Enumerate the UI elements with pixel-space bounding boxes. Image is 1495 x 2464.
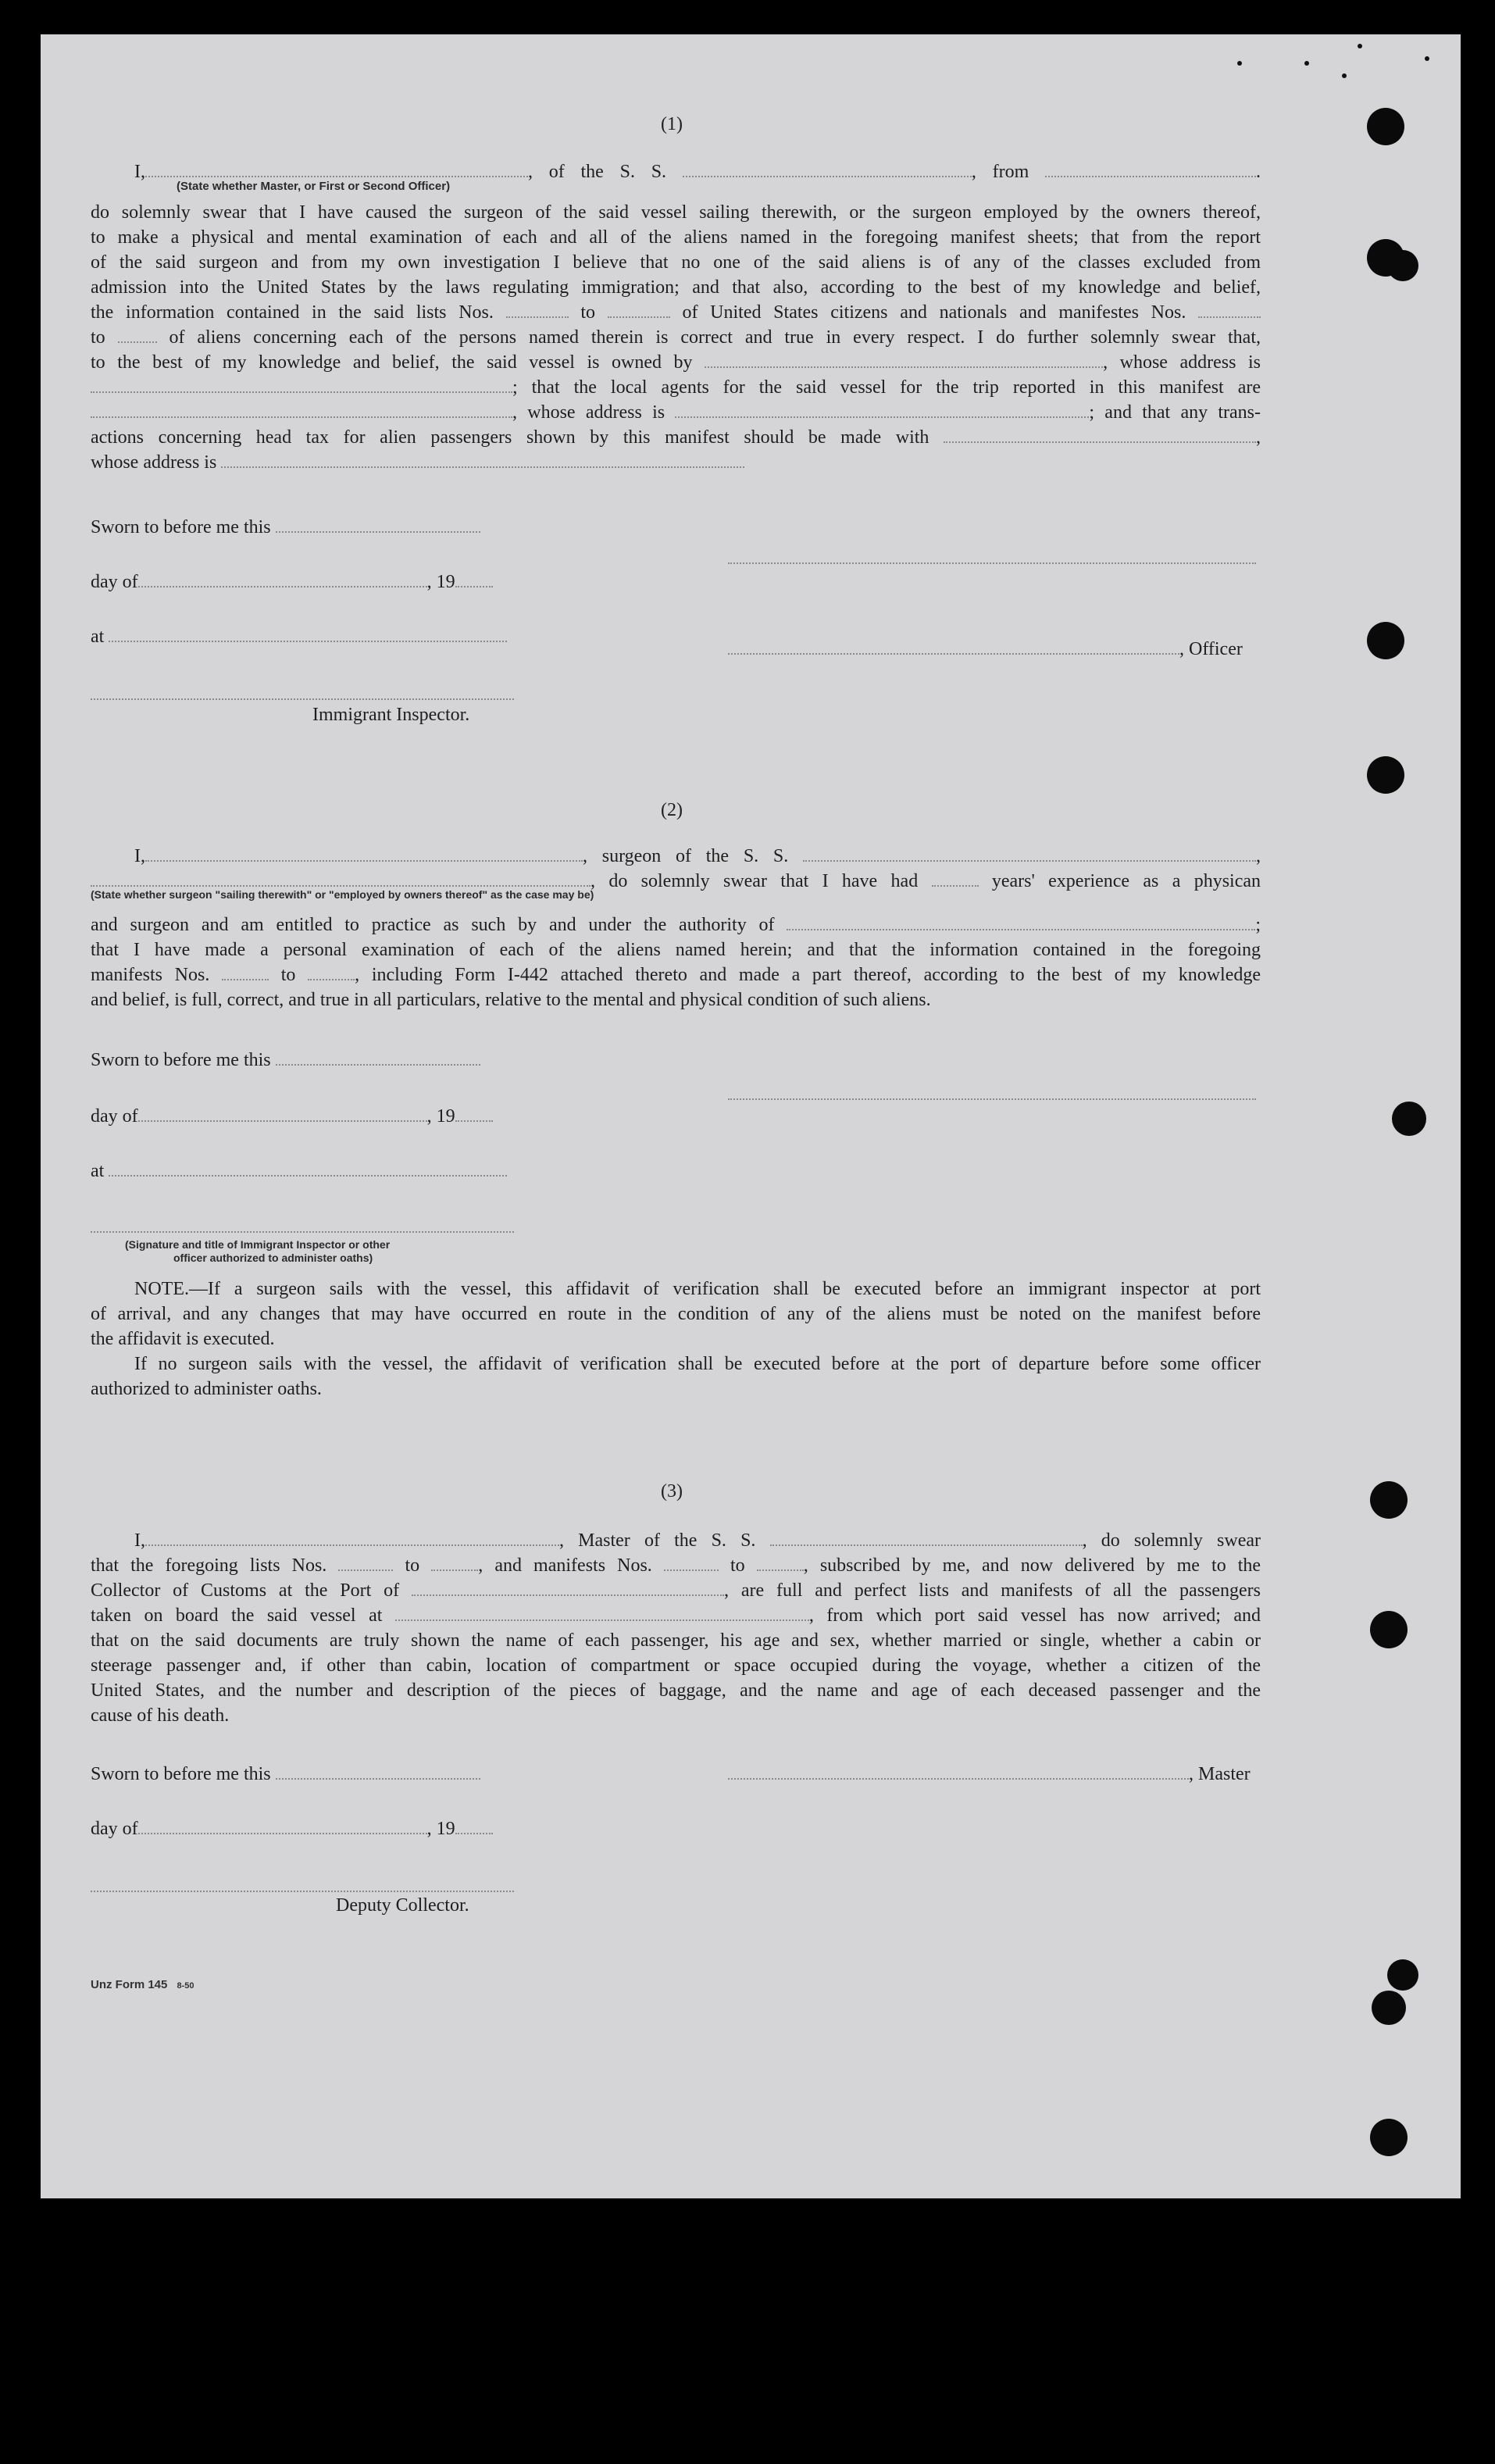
s1-line-11 — [91, 425, 1261, 450]
s2-at-label: at — [91, 1161, 105, 1181]
s2-year-field[interactable] — [455, 1105, 493, 1122]
s2-comma: , — [1256, 846, 1261, 866]
s1-sworn-label: Sworn to before me this — [91, 517, 271, 537]
s1-inspector-signature-line[interactable] — [91, 697, 514, 700]
s1-from-label: , from — [971, 162, 1029, 182]
s3-line-8: cause of his death. — [91, 1705, 230, 1726]
s3-collector-signature-line[interactable] — [91, 1889, 514, 1892]
manifests-from-field[interactable] — [1198, 301, 1261, 318]
years-experience-field[interactable] — [932, 870, 979, 887]
s2-surgeon-label: , surgeon of the S. S. — [583, 846, 789, 866]
s3-year-label: , 19 — [426, 1819, 455, 1839]
s3-line-6: steerage passenger and, if other than cabin, location of compartment or space occupied during the voyage, whether a citizen of the — [91, 1655, 1261, 1676]
surgeon-name-field[interactable] — [145, 845, 583, 862]
s2-manifests-label: manifests Nos. — [91, 965, 210, 985]
s1-officer-row — [728, 637, 1243, 660]
s2-to-label: to — [280, 965, 296, 985]
speck — [1342, 73, 1347, 78]
s2-sig-note-2: officer authorized to administer oaths) — [173, 1252, 373, 1264]
s1-at-label: at — [91, 627, 105, 647]
s3-line-1 — [91, 1528, 1261, 1553]
punch-hole — [1370, 2119, 1408, 2156]
s3-full-lists-label: , are full and perfect lists and manifests of all the passengers — [724, 1580, 1261, 1601]
manifests-to-field[interactable] — [118, 326, 157, 343]
s1-year-label: , 19 — [426, 572, 455, 592]
s1-line-5: admission into the United States by the laws regulating immigration; and that also, according to the best of my knowledge and belief, — [91, 277, 1261, 298]
s3-swear-label: , do solemnly swear — [1082, 1530, 1261, 1551]
s2-line-3 — [91, 912, 1261, 937]
s3-line-2 — [91, 1553, 1261, 1578]
s2-surgeon-signature-line[interactable] — [728, 1097, 1256, 1100]
s1-head-tax-label: actions concerning head tax for alien passengers shown by this manifest should be made with — [91, 427, 929, 448]
s3-line-4 — [91, 1603, 1261, 1628]
s2-form-text: , including Form I-442 attached thereto and made a part thereof, according to the best of my knowledge — [355, 965, 1261, 985]
speck — [1358, 44, 1362, 48]
speck — [1237, 61, 1242, 66]
s1-at-row — [91, 625, 507, 648]
s1-year-field[interactable] — [455, 570, 493, 587]
s3-line-3 — [91, 1578, 1261, 1603]
s1-master-signature-line[interactable] — [728, 561, 1256, 564]
head-tax-agent-field[interactable] — [944, 426, 1256, 443]
agents-name-field[interactable] — [91, 401, 512, 418]
s1-transactions-label: ; and that any trans- — [1089, 402, 1261, 423]
s1-line-10 — [91, 400, 1261, 425]
s2-vessel-name-field[interactable] — [803, 845, 1256, 862]
s1-line-8 — [91, 350, 1261, 375]
s2-manifests-from-field[interactable] — [222, 963, 269, 980]
section-3-heading: (3) — [661, 1481, 683, 1502]
note-line-1 — [91, 1277, 1261, 1302]
s2-line-4: that I have made a personal examination of each of the aliens named herein; and that the information contained in the foregoing — [91, 940, 1261, 960]
s1-line-9 — [91, 375, 1261, 400]
section-1-body — [91, 159, 1261, 475]
s2-note-block — [91, 1277, 1261, 1402]
s3-line-7: United States, and the number and description of the pieces of baggage, and the name and age of each deceased passenger and the — [91, 1680, 1261, 1701]
punch-hole — [1372, 1991, 1406, 2025]
s3-lists-label: that the foregoing lists Nos. — [91, 1555, 327, 1576]
s2-status-note: (State whether surgeon "sailing therewith" or "employed by owners thereof" as the case may be) — [91, 888, 594, 901]
head-tax-address-field[interactable] — [221, 451, 744, 468]
s3-to-label: to — [405, 1555, 420, 1576]
s3-sworn-row — [91, 1762, 480, 1785]
s3-year-field[interactable] — [455, 1817, 493, 1834]
s2-at-row — [91, 1159, 507, 1182]
s2-sworn-label: Sworn to before me this — [91, 1050, 271, 1070]
s2-month-field[interactable] — [138, 1105, 427, 1122]
s3-line-5: that on the said documents are truly shown the name of each passenger, his age and sex, whether married or single, whether a cabin or — [91, 1630, 1261, 1651]
s3-sworn-day-field[interactable] — [276, 1762, 480, 1780]
s1-agents-label: ; that the local agents for the said vessel for the trip reported in this manifest are — [512, 377, 1261, 398]
note-line-2: of arrival, and any changes that may have occurred en route in the condition of any of the aliens must be noted on the manifest before — [91, 1304, 1261, 1324]
s3-master-label: , Master of the S. S. — [559, 1530, 756, 1551]
s3-to-label-2: to — [730, 1555, 745, 1576]
section-2-body — [91, 844, 1261, 1012]
form-number-label: Unz Form 145 — [91, 1978, 168, 1991]
s1-agents-address-label: , whose address is — [512, 402, 665, 423]
s2-authority-label: and surgeon and am entitled to practice as such by and under the authority of — [91, 915, 775, 935]
s3-month-field[interactable] — [138, 1817, 427, 1834]
s2-sworn-day-field[interactable] — [276, 1048, 480, 1066]
s3-master-signature-label: , Master — [1189, 1764, 1251, 1784]
s2-sig-note-1: (Signature and title of Immigrant Inspector or other — [125, 1238, 391, 1251]
agents-address-field[interactable] — [675, 401, 1089, 418]
s1-officer-label: , Officer — [1179, 639, 1243, 659]
s3-manifests-label: , and manifests Nos. — [478, 1555, 652, 1576]
lists-to-field[interactable] — [608, 301, 670, 318]
s1-line-7 — [91, 325, 1261, 350]
s1-sworn-day-field[interactable] — [276, 516, 480, 533]
embarkation-port-field[interactable] — [395, 1604, 809, 1621]
section-2-heading: (2) — [661, 800, 683, 820]
s1-owned-label: to the best of my knowledge and belief, the said vessel is owned by — [91, 352, 693, 373]
s1-owner-address-label: , whose address is — [1103, 352, 1261, 373]
form-number — [91, 1978, 194, 1991]
s3-manifests-from-field[interactable] — [664, 1554, 719, 1571]
s2-inspector-signature-line[interactable] — [91, 1230, 514, 1233]
note-p1-a: NOTE.—If a surgeon sails with the vessel, this affidavit of verification shall be executed before an immigrant inspector at port — [134, 1279, 1261, 1299]
note-line-5: authorized to administer oaths. — [91, 1379, 322, 1399]
s1-day-of-label: day of — [91, 572, 138, 592]
s1-line-3: to make a physical and mental examination of each and all of the aliens named in the foregoing manifest sheets; that from the report — [91, 227, 1261, 248]
section-3-body — [91, 1528, 1261, 1728]
punch-hole — [1367, 108, 1404, 145]
s1-date-row — [91, 570, 493, 593]
s2-line-1 — [91, 844, 1261, 869]
s2-swear-label: , do solemnly swear that I have had — [591, 871, 919, 891]
s1-line-12 — [91, 450, 1261, 475]
lists-from-field[interactable] — [506, 301, 569, 318]
punch-hole — [1367, 622, 1404, 659]
note-line-3: the affidavit is executed. — [91, 1329, 275, 1349]
s1-place-field[interactable] — [109, 625, 507, 642]
vessel-name-field[interactable] — [683, 160, 972, 177]
speck — [1304, 61, 1309, 66]
s1-month-field[interactable] — [138, 570, 427, 587]
form-code: 8-50 — [177, 1981, 194, 1991]
s3-master-row — [728, 1762, 1251, 1785]
punch-hole — [1387, 1959, 1418, 1991]
s3-sworn-label: Sworn to before me this — [91, 1764, 271, 1784]
s3-arrived-label: , from which port said vessel has now arrived; and — [808, 1605, 1261, 1626]
s1-i-label: I, — [134, 162, 145, 182]
s3-manifests-to-field[interactable] — [757, 1554, 804, 1571]
s1-sworn-row — [91, 516, 480, 538]
authority-field[interactable] — [787, 913, 1255, 930]
s3-i-label: I, — [134, 1530, 145, 1551]
officer-rank-field[interactable] — [145, 160, 528, 177]
punch-hole — [1392, 1102, 1426, 1136]
arrival-port-field[interactable] — [412, 1579, 724, 1596]
s3-lists-from-field[interactable] — [338, 1554, 393, 1571]
s3-day-of-label: day of — [91, 1819, 138, 1839]
s1-citizens-label: of United States citizens and nationals and manifestes Nos. — [682, 302, 1186, 323]
punch-hole — [1370, 1611, 1408, 1648]
s3-collector-label: Deputy Collector. — [336, 1895, 469, 1916]
s1-comma: , — [1256, 427, 1261, 448]
s2-semicolon: ; — [1255, 915, 1261, 935]
departure-port-field[interactable] — [1045, 160, 1256, 177]
s2-manifests-to-field[interactable] — [308, 963, 355, 980]
punch-hole — [1370, 1481, 1408, 1519]
owner-name-field[interactable] — [705, 351, 1103, 368]
s2-date-row — [91, 1105, 493, 1127]
s3-date-row — [91, 1817, 493, 1840]
s3-master-signature-field[interactable] — [728, 1762, 1189, 1780]
speck — [1425, 56, 1429, 61]
punch-hole — [1367, 756, 1404, 794]
s1-line-2: do solemnly swear that I have caused the surgeon of the said vessel sailing therewith, or the surgeon employed by the owners thereof, — [91, 202, 1261, 223]
s2-day-of-label: day of — [91, 1106, 138, 1127]
s2-line-6: and belief, is full, correct, and true in all particulars, relative to the mental and physical condition of such aliens. — [91, 990, 931, 1010]
s3-lists-to-field[interactable] — [431, 1554, 478, 1571]
s1-ss-label: , of the S. S. — [528, 162, 667, 182]
note-p2-a: If no surgeon sails with the vessel, the affidavit of verification shall be executed before at the port of departure before some officer — [134, 1354, 1261, 1374]
s2-sworn-row — [91, 1048, 480, 1071]
s2-year-label: , 19 — [426, 1106, 455, 1127]
s3-taken-on-label: taken on board the said vessel at — [91, 1605, 383, 1626]
s2-i-label: I, — [134, 846, 145, 866]
s1-inspector-label: Immigrant Inspector. — [312, 705, 470, 725]
s1-to-label-2: to — [91, 327, 105, 348]
note-line-4 — [91, 1352, 1261, 1377]
s3-port-label: Collector of Customs at the Port of — [91, 1580, 400, 1601]
s1-officer-signature-field[interactable] — [728, 637, 1179, 655]
owner-address-field[interactable] — [91, 376, 512, 393]
s2-line-5 — [91, 962, 1261, 987]
s1-to-label: to — [580, 302, 596, 323]
master-name-field[interactable] — [145, 1529, 559, 1546]
s2-place-field[interactable] — [109, 1159, 507, 1177]
s3-subscribed-label: , subscribed by me, and now delivered by me to the — [803, 1555, 1261, 1576]
s2-experience-label: years' experience as a physican — [991, 871, 1261, 891]
s1-period: . — [1256, 162, 1261, 182]
s1-rank-note: (State whether Master, or First or Second Officer) — [177, 180, 451, 193]
s1-aliens-text: of aliens concerning each of the persons named therein is correct and true in every respect. I do further solemnly swear that, — [169, 327, 1261, 348]
punch-hole — [1387, 250, 1418, 281]
section-1-heading: (1) — [661, 114, 683, 134]
s1-line-4: of the said surgeon and from my own investigation I believe that no one of the said aliens is of any of the classes excluded from — [91, 252, 1261, 273]
s1-head-tax-address-label: whose address is — [91, 452, 217, 473]
s1-lists-label: the information contained in the said lists Nos. — [91, 302, 494, 323]
s1-line-6 — [91, 300, 1261, 325]
s3-vessel-name-field[interactable] — [770, 1529, 1083, 1546]
surgeon-status-field[interactable] — [91, 870, 591, 887]
